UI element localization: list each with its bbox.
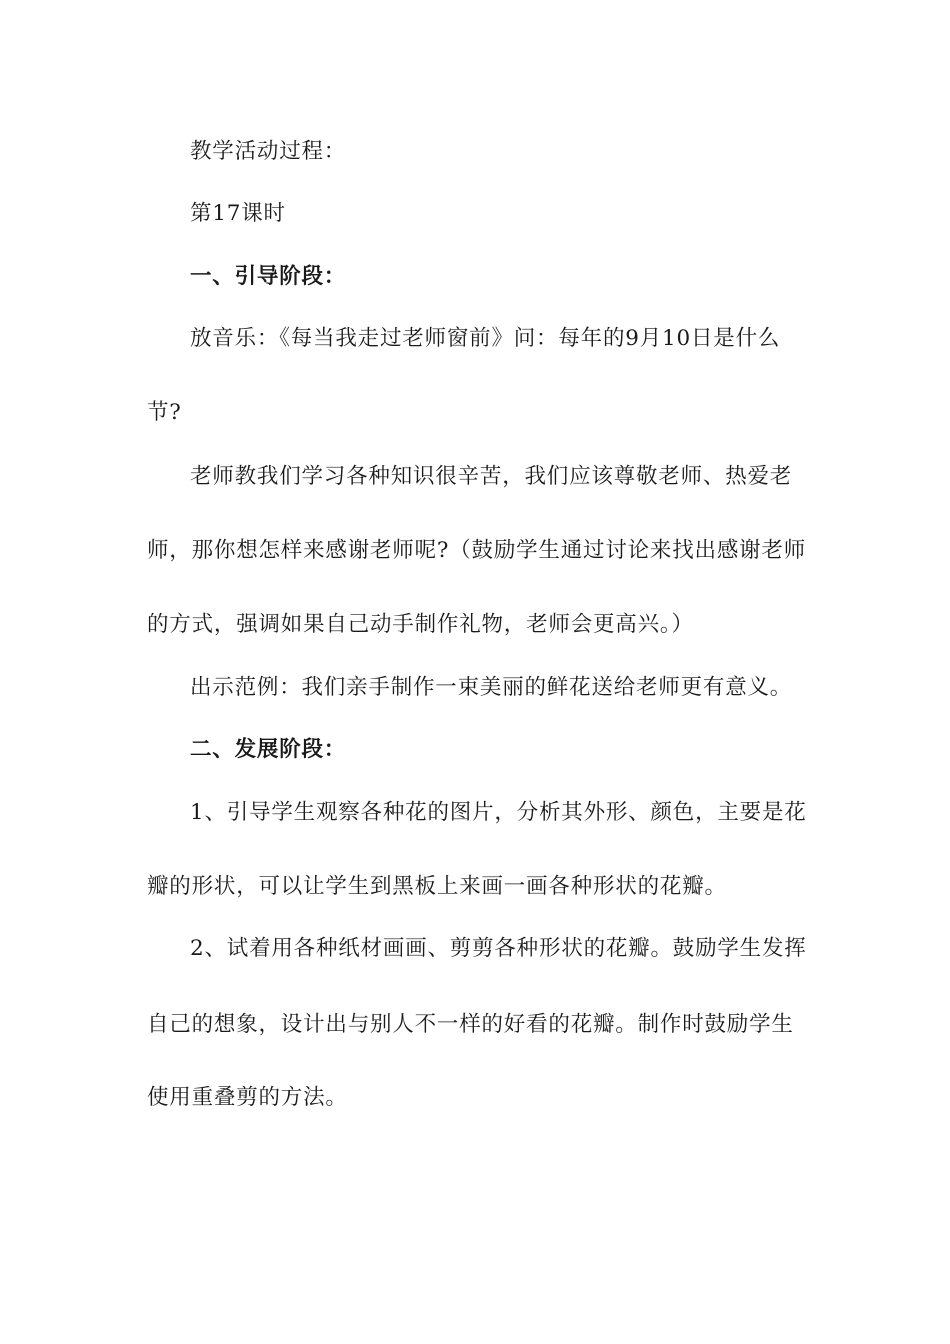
paragraph-step2-line-1: 2、试着用各种纸材画画、剪剪各种形状的花瓣。鼓励学生发挥	[190, 936, 807, 961]
lesson-number: 第17课时	[190, 201, 286, 226]
paragraph-music-line-2: 节?	[147, 400, 182, 425]
paragraph-thanks-line-2: 师，那你想怎样来感谢老师呢?（鼓励学生通过讨论来找出感谢老师	[147, 538, 807, 563]
paragraph-step2-line-2: 自己的想象，设计出与别人不一样的好看的花瓣。制作时鼓励学生	[147, 1012, 794, 1037]
paragraph-step1-line-1: 1、引导学生观察各种花的图片，分析其外形、颜色，主要是花	[190, 800, 807, 825]
paragraph-thanks-line-3: 的方式，强调如果自己动手制作礼物，老师会更高兴。）	[147, 612, 694, 637]
paragraph-example: 出示范例：我们亲手制作一束美丽的鲜花送给老师更有意义。	[190, 675, 793, 700]
heading-teaching-process: 教学活动过程：	[190, 139, 347, 164]
section-develop-title: 二、发展阶段：	[190, 737, 347, 762]
section-guide-title: 一、引导阶段：	[190, 264, 347, 289]
paragraph-step2-line-3: 使用重叠剪的方法。	[147, 1085, 348, 1110]
paragraph-thanks-line-1: 老师教我们学习各种知识很辛苦，我们应该尊敬老师、热爱老	[190, 464, 793, 489]
paragraph-music-line-1: 放音乐：《每当我走过老师窗前》问：每年的9月10日是什么	[190, 326, 781, 351]
paragraph-step1-line-2: 瓣的形状，可以让学生到黑板上来画一画各种形状的花瓣。	[147, 874, 727, 899]
